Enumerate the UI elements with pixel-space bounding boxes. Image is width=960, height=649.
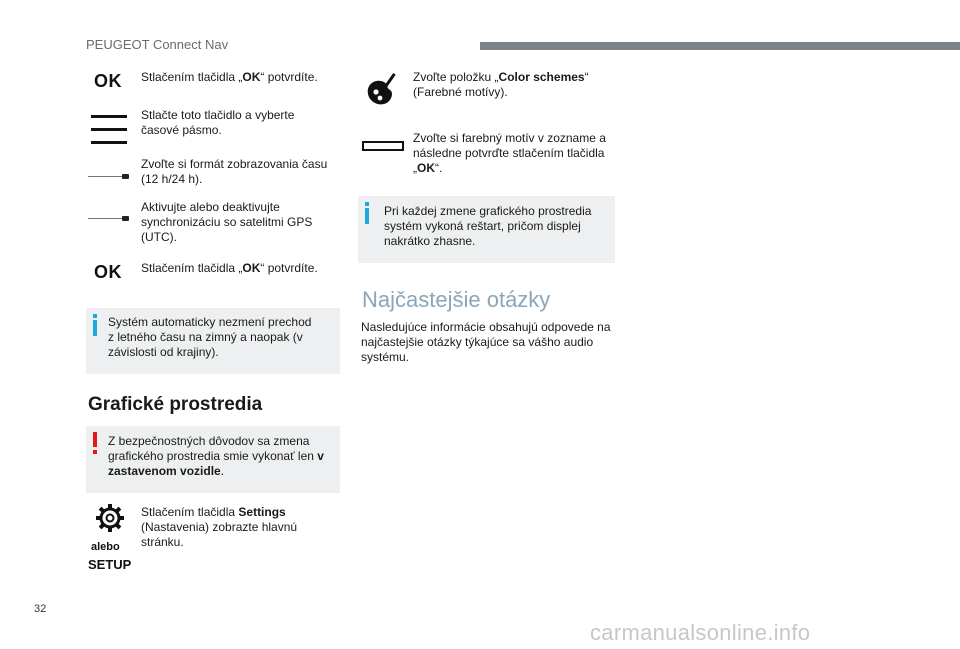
note-line <box>108 434 324 449</box>
note-line: Pri každej zmene grafického prostredia <box>384 204 592 218</box>
list-item-icon <box>362 138 404 148</box>
step-line: (UTC). <box>141 230 177 244</box>
info-note-text <box>384 204 591 249</box>
warning-note <box>86 426 340 493</box>
paragraph-line: systému. <box>361 350 410 364</box>
step-ok-text <box>141 70 318 85</box>
section-title-graphics: Grafické prostredia <box>88 394 263 415</box>
note-line <box>108 449 324 464</box>
page-number: 32 <box>34 603 47 615</box>
note-text-bold: zastavenom vozidle <box>108 464 221 478</box>
toggle-icon <box>88 210 130 218</box>
settings-step-text <box>141 505 297 550</box>
settings-gear-icon <box>95 503 125 533</box>
step-text: “. <box>435 161 443 175</box>
step-line: Zvoľte si formát zobrazovania času <box>141 157 328 171</box>
palette-brush-icon <box>364 70 404 110</box>
step-line <box>413 161 606 176</box>
info-icon <box>363 202 371 224</box>
faq-intro-paragraph <box>361 320 611 365</box>
step-text-bold: OK <box>417 161 435 175</box>
step-line: Stlačte toto tlačidlo a vyberte <box>141 108 295 122</box>
step-text: „ <box>413 161 417 175</box>
step-ok-text <box>141 261 318 276</box>
paragraph-line: najčastejšie otázky týkajúce sa vášho audio <box>361 335 594 349</box>
note-line: z letného času na zimný a naopak (v <box>108 330 303 344</box>
paragraph-line: Nasledujúce informácie obsahujú odpovede na <box>361 320 611 334</box>
step-line: následne potvrďte stlačením tlačidla <box>413 146 605 160</box>
setup-label: SETUP <box>88 557 132 572</box>
header-bar <box>480 42 960 50</box>
step-line: (12 h/24 h). <box>141 172 203 186</box>
watermark: carmanualsonline.info <box>590 620 811 645</box>
step-text: “ potvrdíte. <box>260 70 318 84</box>
note-line: Systém automaticky nezmení prechod <box>108 315 312 329</box>
warning-icon <box>91 432 99 454</box>
step-text-bold: Settings <box>238 505 286 519</box>
step-text: Stlačením tlačidla <box>141 505 239 519</box>
note-text: grafického prostredia smie vykonať len <box>108 449 318 463</box>
step-color-schemes-text <box>413 70 589 100</box>
menu-icon <box>90 113 128 147</box>
warning-note-text <box>108 434 324 479</box>
note-line <box>108 464 324 479</box>
note-text: . <box>220 464 225 478</box>
step-format-text <box>141 157 327 187</box>
ok-icon: OK <box>94 71 122 91</box>
note-line: systém vykoná reštart, pričom displej <box>384 219 581 233</box>
header-title: PEUGEOT Connect Nav <box>86 37 229 52</box>
step-line: synchronizáciu so satelitmi GPS <box>141 215 313 229</box>
step-text: Stlačením tlačidla „ <box>141 261 243 275</box>
info-icon <box>91 314 99 336</box>
step-line: časové pásmo. <box>141 123 222 137</box>
note-text-bold: v <box>317 449 324 463</box>
info-note <box>358 196 615 263</box>
step-line: (Nastavenia) zobrazte hlavnú <box>141 520 298 534</box>
ok-icon: OK <box>94 262 122 282</box>
step-line <box>141 505 297 520</box>
step-text: Zvoľte položku „ <box>413 70 499 84</box>
step-text: “ potvrdíte. <box>260 261 318 275</box>
step-line: Aktivujte alebo deaktivujte <box>141 200 280 214</box>
note-line: nakrátko zhasne. <box>384 234 476 248</box>
step-select-theme-text <box>413 131 606 176</box>
info-note-text <box>108 315 311 360</box>
step-line <box>413 70 589 85</box>
step-text: “ <box>584 70 589 84</box>
alebo-label: alebo <box>91 541 120 553</box>
step-line: (Farebné motívy). <box>413 85 508 99</box>
note-text: Z bezpečnostných dôvodov sa zmena <box>108 434 310 448</box>
section-title-faq: Najčastejšie otázky <box>362 287 551 312</box>
toggle-icon <box>88 168 130 176</box>
info-note <box>86 308 340 374</box>
step-gps-text <box>141 200 312 245</box>
step-line: stránku. <box>141 535 184 549</box>
step-text-bold: OK <box>242 261 261 275</box>
step-line: Zvoľte si farebný motív v zozname a <box>413 131 606 145</box>
step-text: Stlačením tlačidla „ <box>141 70 243 84</box>
step-text-bold: Color schemes <box>498 70 585 84</box>
step-timezone-text <box>141 108 294 138</box>
step-text-bold: OK <box>242 70 261 84</box>
note-line: závislosti od krajiny). <box>108 345 219 359</box>
